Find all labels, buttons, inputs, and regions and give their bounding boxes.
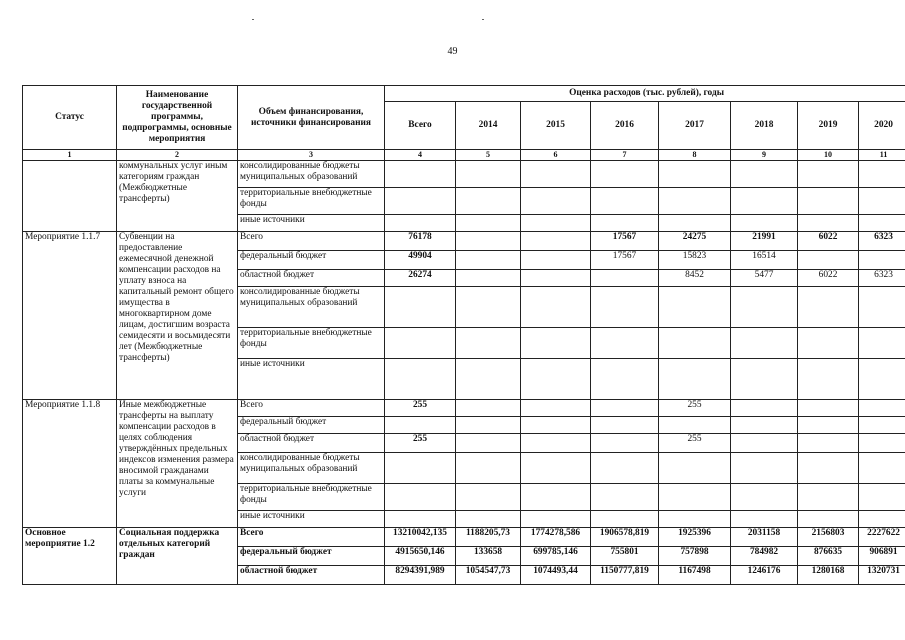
measure-name: Субвенции на предоставление ежемесячной денежной компенсации расходов на уплату взноса на капитальный ремонт общего имущества в многоквартирном доме лицам, достигшим возраста семидесяти и восьмидесяти лет (Межбюджетные трансферты)	[117, 232, 238, 400]
value-cell	[731, 434, 798, 453]
value-cell: 255	[385, 434, 456, 453]
column-number: 10	[798, 150, 859, 161]
value-cell: 26274	[385, 270, 456, 287]
table-row	[23, 232, 905, 251]
value-cell: 6323	[859, 232, 905, 251]
value-cell	[859, 400, 905, 417]
financing-source: консолидированные бюджеты муниципальных образований	[238, 161, 385, 188]
value-cell: 13210042,135	[385, 528, 456, 547]
column-number: 4	[385, 150, 456, 161]
table-row	[23, 400, 905, 417]
status-cell: Мероприятие 1.1.8	[23, 400, 117, 528]
financing-source: иные источники	[238, 215, 385, 232]
value-cell: 6022	[798, 232, 859, 251]
value-cell: 1280168	[798, 566, 859, 585]
value-cell: 755801	[591, 547, 659, 566]
value-cell	[456, 400, 521, 417]
value-cell: 1906578,819	[591, 528, 659, 547]
scan-speck	[252, 19, 254, 20]
header-year: 2020	[859, 102, 905, 150]
financing-source: иные источники	[238, 511, 385, 528]
value-cell: 1150777,819	[591, 566, 659, 585]
value-cell	[591, 434, 659, 453]
value-cell: 24275	[659, 232, 731, 251]
header-year: 2015	[521, 102, 591, 150]
financing-source: Всего	[238, 400, 385, 417]
column-number: 1	[23, 150, 117, 161]
financing-source: иные источники	[238, 359, 385, 400]
value-cell: 5477	[731, 270, 798, 287]
table-row	[23, 161, 905, 188]
value-cell	[798, 251, 859, 270]
value-cell: 255	[385, 400, 456, 417]
column-number: 7	[591, 150, 659, 161]
status-cell: Мероприятие 1.1.7	[23, 232, 117, 400]
header-estimate: Оценка расходов (тыс. рублей), годы	[385, 86, 905, 102]
value-cell	[521, 400, 591, 417]
header-name: Наименование государственной программы, подпрограммы, основные мероприятия	[117, 86, 238, 150]
value-cell: 2227622	[859, 528, 905, 547]
financing-source: федеральный бюджет	[238, 251, 385, 270]
value-cell: 255	[659, 400, 731, 417]
column-number: 8	[659, 150, 731, 161]
measure-name: Иные межбюджетные трансферты на выплату компенсации расходов в целях соблюдения утверждённых предельных индексов изменения размера вносимой гражданами платы за коммунальные услуги	[117, 400, 238, 528]
value-cell: 1774278,586	[521, 528, 591, 547]
value-cell	[591, 270, 659, 287]
value-cell: 49904	[385, 251, 456, 270]
value-cell	[591, 400, 659, 417]
page-number: 49	[447, 46, 458, 57]
header-year-total: Всего	[385, 102, 456, 150]
financing-source: консолидированные бюджеты муниципальных образований	[238, 453, 385, 484]
financing-source: областной бюджет	[238, 566, 385, 585]
value-cell: 1188205,73	[456, 528, 521, 547]
column-number: 5	[456, 150, 521, 161]
value-cell: 2156803	[798, 528, 859, 547]
value-cell: 6323	[859, 270, 905, 287]
header-status: Статус	[23, 86, 117, 150]
value-cell: 8294391,989	[385, 566, 456, 585]
financing-source: консолидированные бюджеты муниципальных образований	[238, 287, 385, 328]
financing-source: Всего	[238, 232, 385, 251]
financing-source: территориальные внебюджетные фонды	[238, 484, 385, 511]
budget-table	[22, 85, 905, 585]
column-number: 2	[117, 150, 238, 161]
value-cell	[521, 232, 591, 251]
value-cell	[798, 434, 859, 453]
value-cell: 1320731	[859, 566, 905, 585]
header-year: 2019	[798, 102, 859, 150]
column-number: 11	[859, 150, 905, 161]
value-cell: 15823	[659, 251, 731, 270]
value-cell: 906891	[859, 547, 905, 566]
value-cell	[521, 434, 591, 453]
value-cell	[456, 434, 521, 453]
value-cell: 255	[659, 434, 731, 453]
value-cell: 784982	[731, 547, 798, 566]
value-cell: 2031158	[731, 528, 798, 547]
status-cell: Основное мероприятие 1.2	[23, 528, 117, 585]
value-cell: 1925396	[659, 528, 731, 547]
value-cell	[456, 251, 521, 270]
value-cell	[731, 400, 798, 417]
value-cell: 16514	[731, 251, 798, 270]
header-year: 2014	[456, 102, 521, 150]
scan-speck	[482, 19, 484, 20]
column-number: 9	[731, 150, 798, 161]
header-year: 2016	[591, 102, 659, 150]
value-cell	[798, 400, 859, 417]
financing-source: Всего	[238, 528, 385, 547]
value-cell	[859, 251, 905, 270]
value-cell: 17567	[591, 232, 659, 251]
value-cell: 876635	[798, 547, 859, 566]
value-cell: 6022	[798, 270, 859, 287]
value-cell	[859, 434, 905, 453]
value-cell	[521, 251, 591, 270]
measure-name: коммунальных услуг иным категориям граждан (Межбюджетные трансферты)	[117, 161, 238, 232]
value-cell: 1074493,44	[521, 566, 591, 585]
value-cell: 699785,146	[521, 547, 591, 566]
financing-source: областной бюджет	[238, 434, 385, 453]
header-year: 2017	[659, 102, 731, 150]
financing-source: федеральный бюджет	[238, 547, 385, 566]
value-cell: 133658	[456, 547, 521, 566]
value-cell: 4915650,146	[385, 547, 456, 566]
financing-source: областной бюджет	[238, 270, 385, 287]
header-financing: Объем финансирования, источники финансирования	[238, 86, 385, 150]
value-cell: 21991	[731, 232, 798, 251]
value-cell: 76178	[385, 232, 456, 251]
column-number: 6	[521, 150, 591, 161]
value-cell: 1054547,73	[456, 566, 521, 585]
status-cell	[23, 161, 117, 232]
header-year: 2018	[731, 102, 798, 150]
financing-source: территориальные внебюджетные фонды	[238, 188, 385, 215]
value-cell: 8452	[659, 270, 731, 287]
measure-name: Социальная поддержка отдельных категорий граждан	[117, 528, 238, 585]
value-cell	[456, 232, 521, 251]
financing-source: территориальные внебюджетные фонды	[238, 328, 385, 359]
value-cell	[456, 270, 521, 287]
value-cell	[521, 270, 591, 287]
table-row	[23, 528, 905, 547]
column-number-row	[23, 150, 905, 161]
value-cell: 1167498	[659, 566, 731, 585]
financing-source: федеральный бюджет	[238, 417, 385, 434]
value-cell: 757898	[659, 547, 731, 566]
value-cell: 17567	[591, 251, 659, 270]
column-number: 3	[238, 150, 385, 161]
value-cell: 1246176	[731, 566, 798, 585]
